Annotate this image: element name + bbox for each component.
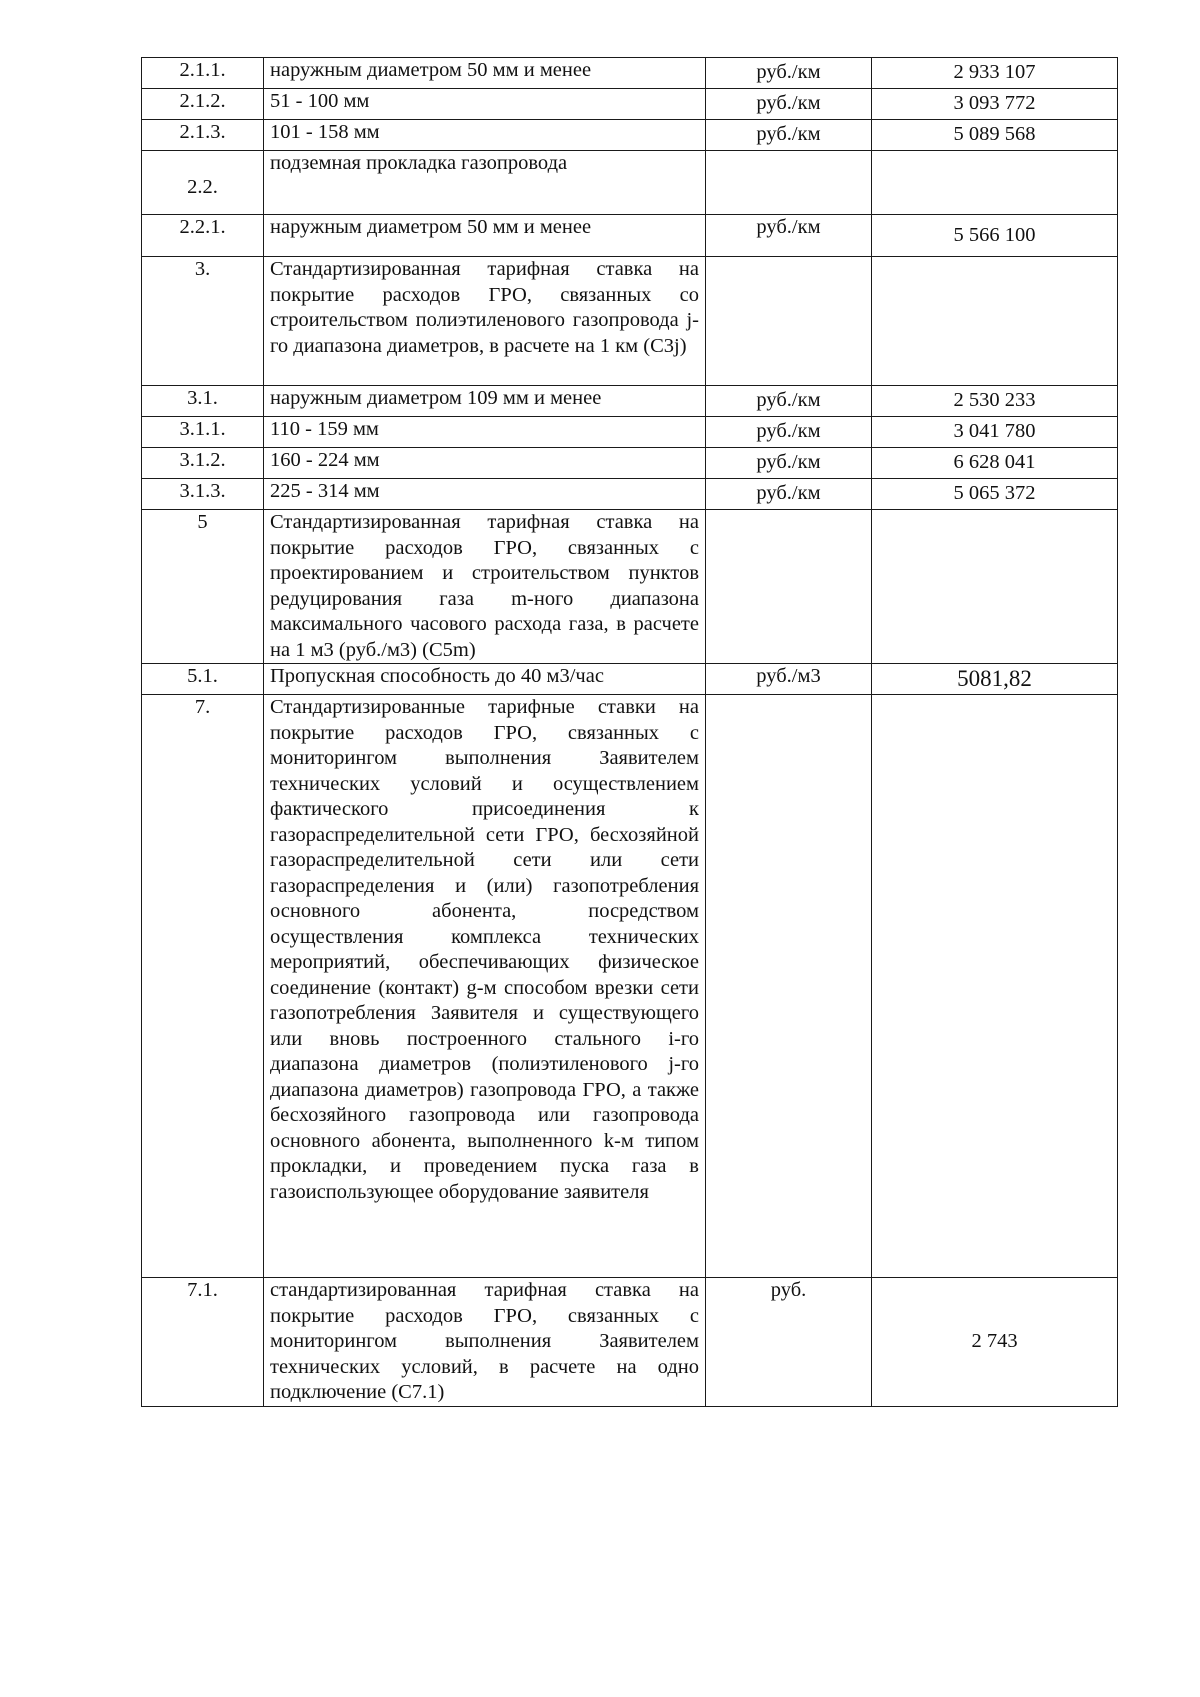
row-unit [706,510,872,664]
row-unit: руб./км [706,479,872,510]
row-unit: руб. [706,1278,872,1407]
row-number: 5 [142,510,264,664]
row-number: 2.2.1. [142,215,264,257]
table-row [142,257,1118,386]
row-unit: руб./м3 [706,664,872,695]
row-description: 160 - 224 мм [264,448,706,479]
row-value: 5081,82 [872,664,1118,695]
table-row [142,120,1118,151]
table-row [142,510,1118,664]
row-value: 5 065 372 [872,479,1118,510]
row-value: 5 089 568 [872,120,1118,151]
row-description: стандартизированная тарифная ставка на покрытие расходов ГРО, связанных с мониторингом выполнения Заявителем технических условий, в расчете на одно подключение (С7.1) [264,1278,706,1407]
row-number: 7.1. [142,1278,264,1407]
row-number: 2.1.2. [142,89,264,120]
row-value: 5 566 100 [872,215,1118,257]
table-row [142,151,1118,215]
table-row [142,479,1118,510]
row-unit: руб./км [706,58,872,89]
row-unit: руб./км [706,120,872,151]
row-unit: руб./км [706,386,872,417]
row-unit [706,151,872,215]
row-description: 110 - 159 мм [264,417,706,448]
table-row [142,215,1118,257]
row-value: 3 093 772 [872,89,1118,120]
row-description: 225 - 314 мм [264,479,706,510]
table-row [142,664,1118,695]
row-value [872,695,1118,1278]
row-number: 3.1. [142,386,264,417]
table-row [142,58,1118,89]
table-row [142,695,1118,1278]
row-description: наружным диаметром 109 мм и менее [264,386,706,417]
row-unit: руб./км [706,89,872,120]
row-number: 5.1. [142,664,264,695]
row-description: Пропускная способность до 40 м3/час [264,664,706,695]
row-description: наружным диаметром 50 мм и менее [264,58,706,89]
table-row [142,417,1118,448]
row-description: 101 - 158 мм [264,120,706,151]
table-row [142,386,1118,417]
table-row [142,1278,1118,1407]
table-row [142,448,1118,479]
row-number: 2.1.3. [142,120,264,151]
row-unit: руб./км [706,417,872,448]
row-unit: руб./км [706,448,872,479]
row-unit [706,257,872,386]
row-value: 2 743 [872,1278,1118,1407]
row-number: 3.1.3. [142,479,264,510]
row-number: 2.2. [142,151,264,215]
row-value [872,510,1118,664]
row-value: 2 933 107 [872,58,1118,89]
row-number: 7. [142,695,264,1278]
row-number: 3.1.1. [142,417,264,448]
row-value [872,257,1118,386]
row-unit [706,695,872,1278]
table-row [142,89,1118,120]
row-description: наружным диаметром 50 мм и менее [264,215,706,257]
row-description: Стандартизированная тарифная ставка на покрытие расходов ГРО, связанных со строительством полиэтиленового газопровода j-го диапазона диаметров, в расчете на 1 км (С3j) [264,257,706,386]
row-description: Стандартизированная тарифная ставка на покрытие расходов ГРО, связанных с проектированием и строительством пунктов редуцирования газа m-ного диапазона максимального часового расхода газа, в расчете на 1 м3 (руб./м3) (С5m) [264,510,706,664]
row-description: 51 - 100 мм [264,89,706,120]
tariff-rates-table [141,57,1118,1407]
row-value [872,151,1118,215]
row-number: 3.1.2. [142,448,264,479]
row-number: 3. [142,257,264,386]
row-value: 6 628 041 [872,448,1118,479]
row-number: 2.1.1. [142,58,264,89]
row-unit: руб./км [706,215,872,257]
row-description: подземная прокладка газопровода [264,151,706,215]
row-value: 2 530 233 [872,386,1118,417]
row-description: Стандартизированные тарифные ставки на покрытие расходов ГРО, связанных с мониторингом выполнения Заявителем технических условий и осуществлением фактического присоединения к газораспределительной сети ГРО, бесхозяйной газораспределительной сети или сети газораспределения и (или) газопотребления основного абонента, посредством осуществления комплекса технических мероприятий, обеспечивающих физическое соединение (контакт) g-м способом врезки сети газопотребления Заявителя и существующего или вновь построенного стального i-го диапазона диаметров (полиэтиленового j-го диапазона диаметров) газопровода ГРО, а также бесхозяйного газопровода или газопровода основного абонента, выполненного k-м типом прокладки, и проведением пуска газа в газоиспользующее оборудование заявителя [264,695,706,1278]
row-value: 3 041 780 [872,417,1118,448]
